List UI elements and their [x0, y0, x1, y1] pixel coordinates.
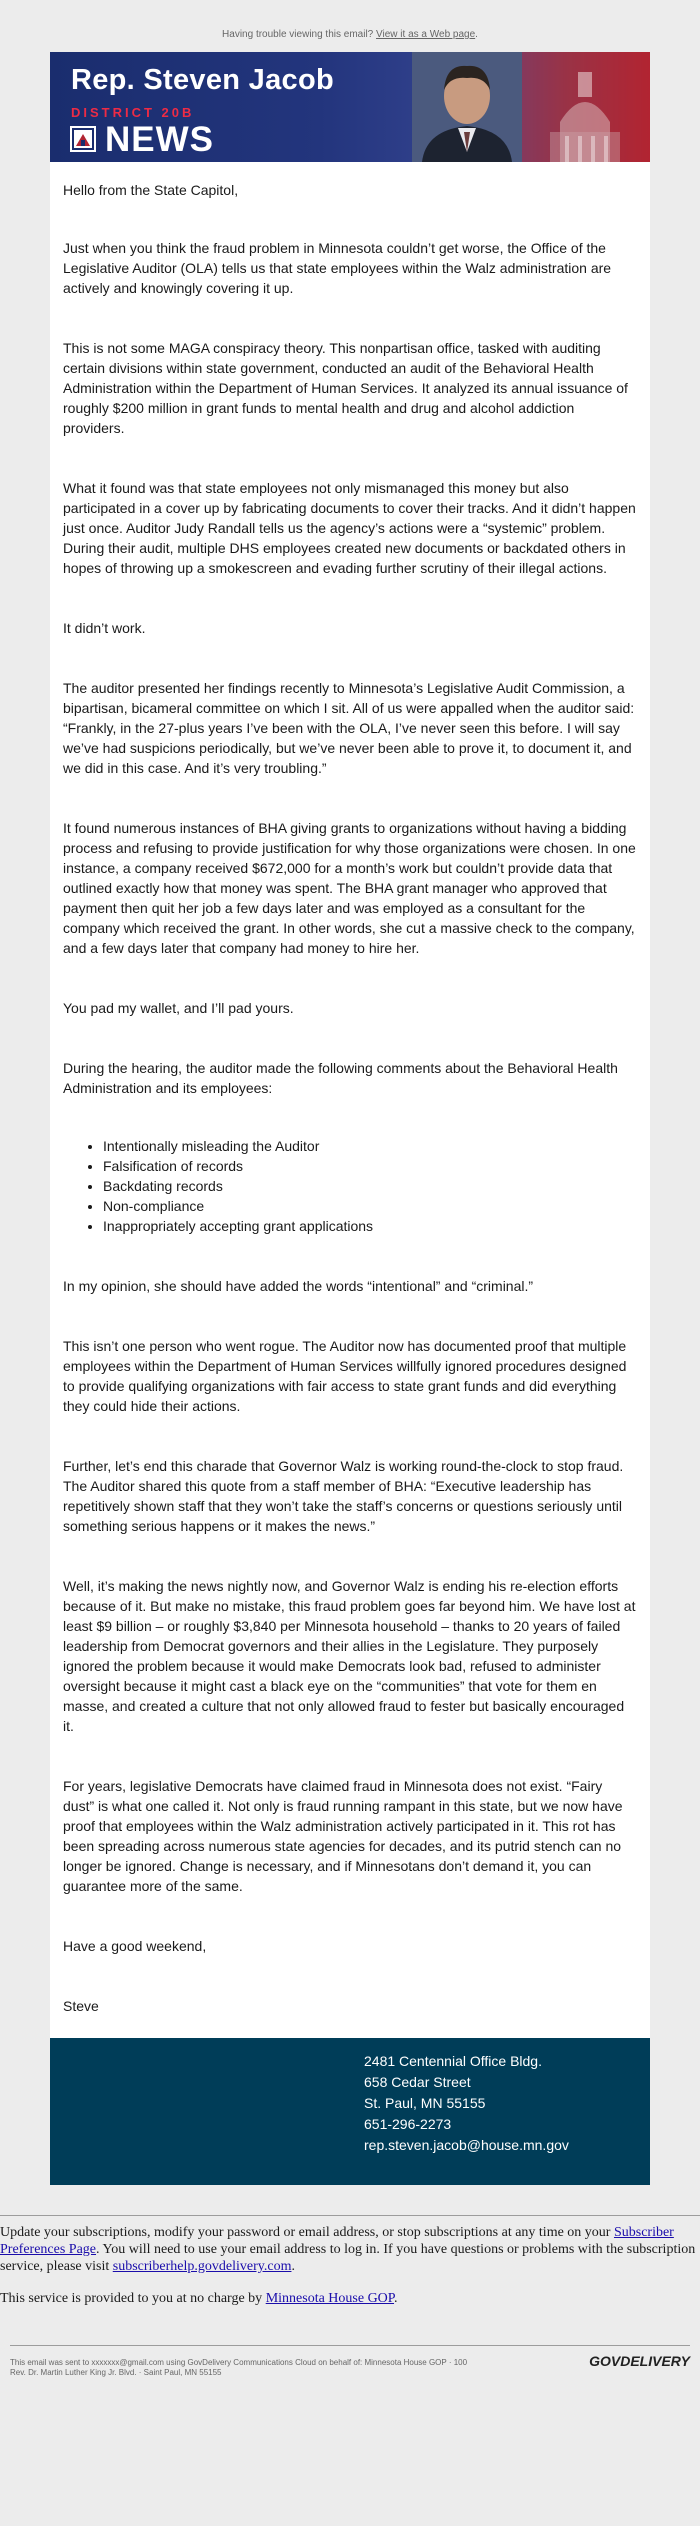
subscriber-preferences-link[interactable]: Subscriber Preferences Page: [0, 2225, 674, 2257]
email-container: [50, 52, 650, 2185]
signature: Steve: [63, 1998, 99, 2014]
header-banner: [50, 52, 650, 162]
sign-off: Have a good weekend,: [63, 1938, 207, 1954]
paragraph: It found numerous instances of BHA giving grants to organizations without having a bidding process and refusing to provide justification for why those organizations were chosen. In one instance, a company received $672,000 for a month’s work but couldn’t provide data that outlined exactly how that money was spent. The BHA grant manager who approved that payment then quit her job a few days later and was employed as a consultant for the company which received the grant. In other words, she cut a massive check to the company, and a few days later that company had money to hire her.: [63, 820, 636, 956]
street-address-line: 658 Cedar Street: [364, 2074, 471, 2090]
minnesota-house-gop-link[interactable]: Minnesota House GOP: [265, 2291, 395, 2306]
list-item: • Falsification of records: [103, 1156, 637, 1176]
subscriber-help-link[interactable]: subscriberhelp.govdelivery.com: [112, 2259, 292, 2274]
provided-text: This service is provided to you at no charge by: [0, 2291, 263, 2306]
paragraph: Further, let’s end this charade that Governor Walz is working round-the-clock to stop fraud. The Auditor shared this quote from a staff member of BHA: “Executive leadership has repetitively shown staff that they won’t take the staff’s concerns or questions seriously until something serious happens or it makes the news.”: [63, 1458, 624, 1534]
newsletter-body: [50, 162, 650, 2038]
paragraph: In my opinion, she should have added the words “intentional” and “criminal.”: [63, 1278, 534, 1294]
subscription-text: .: [291, 2259, 295, 2274]
greeting: Hello from the State Capitol,: [63, 182, 239, 198]
paragraph: This is not some MAGA conspiracy theory. This nonpartisan office, tasked with auditing certain divisions within state government, conducted an audit of the Behavioral Health Administration within the Department of Human Services. It analyzed its annual issuance of roughly $200 million in grant funds to mental health and drug and alcohol addiction providers.: [63, 340, 628, 436]
provided-by-notice: [0, 2290, 700, 2307]
paragraph: For years, legislative Democrats have claimed fraud in Minnesota does not exist. “Fairy dust” is what one called it. Not only is fraud running rampant in this state, but we now have proof that employees within the Walz administration actively participated in it. This rot has been spreading across numerous state agencies for decades, and its putrid stench can no longer be ignored. Change is necessary, and if Minnesotans don’t demand it, you can guarantee more of the same.: [63, 1778, 623, 1894]
paragraph: This isn’t one person who went rogue. The Auditor now has documented proof that multiple employees within the Department of Human Services willfully ignored procedures designed to provide qualifying organizations with fair access to state grant funds and did everything they could hide their actions.: [63, 1338, 627, 1414]
paragraph: What it found was that state employees not only mismanaged this money but also participated in a cover up by fabricating documents to cover their tracks. And it didn’t happen just once. Auditor Judy Randall tells us the agency’s actions were a “systemic” problem. During their audit, multiple DHS employees created new documents or backdated others in hopes of throwing up a smokescreen and evading further scrutiny of their illegal actions.: [63, 480, 636, 576]
representative-photo: [412, 52, 522, 162]
city-state-zip: St. Paul, MN 55155: [364, 2095, 486, 2111]
representative-name: Rep. Steven Jacob: [71, 64, 334, 96]
paragraph: Just when you think the fraud problem in Minnesota couldn’t get worse, the Office of the Legislative Auditor (OLA) tells us that state employees within the Walz administration are actively and knowingly covering it up.: [63, 240, 612, 296]
capitol-dome-image: [520, 52, 650, 162]
auditor-comments-list: [63, 1136, 637, 1236]
sender-address-line: Rev. Dr. Martin Luther King Jr. Blvd. · Saint Paul, MN 55155: [10, 2368, 222, 2377]
subscription-text: Update your subscriptions, modify your password or email address, or stop subscriptions at any time on your: [0, 2225, 611, 2240]
paragraph: You pad my wallet, and I’ll pad yours.: [63, 1000, 294, 1016]
district-label: DISTRICT 20B: [71, 105, 195, 120]
govdelivery-logo: [589, 2353, 690, 2369]
preheader-text: Having trouble viewing this email?: [222, 29, 374, 40]
list-item: • Inappropriately accepting grant applications: [103, 1216, 637, 1236]
paragraph: The auditor presented her findings recently to Minnesota’s Legislative Audit Commission, a bipartisan, bicameral committee on which I sit. All of us were appalled when the auditor said: “Frankly, in the 27-plus years I’ve been with the OLA, I’ve never seen this before. I will say we’ve had suspicions periodically, but we’ve never been able to prove it, to document it, and we did in this case. And it’s very troubling.”: [63, 680, 635, 776]
sent-to-line: This email was sent to xxxxxxx@gmail.com using GovDelivery Communications Cloud on behalf of: Minnesota House GOP · 100: [10, 2358, 468, 2367]
office-address-line: 2481 Centennial Office Bldg.: [364, 2053, 542, 2069]
paragraph: It didn’t work.: [63, 620, 146, 636]
subscription-text: . You will need to use your email address to log in. If you have questions or problems with the subscription service, please visit: [0, 2242, 696, 2274]
list-item: • Intentionally misleading the Auditor: [103, 1136, 637, 1156]
subscription-footer: [0, 2215, 700, 2378]
subscription-notice: [0, 2224, 700, 2275]
provided-text: .: [394, 2291, 398, 2306]
paragraph: During the hearing, the auditor made the following comments about the Behavioral Health Administration and its employees:: [63, 1060, 618, 1096]
news-title: NEWS: [105, 120, 214, 159]
view-web-page-link[interactable]: View it as a Web page: [376, 29, 476, 40]
list-item: • Backdating records: [103, 1176, 637, 1196]
paragraph: Well, it’s making the news nightly now, and Governor Walz is ending his re-election efforts because of it. But make no mistake, this fraud problem goes far beyond him. We have lost at least $9 billion – or roughly $3,840 per Minnesota household – thanks to 20 years of failed leadership from Democrat governors and their allies in the Legislature. They purposely ignored the problem because it would make Democrats look bad, refused to administer oversight because it might cast a black eye on the “communities” that vote for them en masse, and created a culture that not only allowed fraud to fester but basically encouraged it.: [63, 1578, 636, 1734]
email-address: rep.steven.jacob@house.mn.gov: [364, 2137, 569, 2153]
minnesota-house-logo-icon: [70, 126, 96, 152]
fine-print: [10, 2345, 690, 2378]
phone-number: 651-296-2273: [364, 2116, 452, 2132]
preheader: Having trouble viewing this email? View it as a Web page.: [222, 29, 478, 40]
govdelivery-logo-text: GOVDELIVERY: [589, 2353, 690, 2369]
list-item: • Non-compliance: [103, 1196, 637, 1216]
contact-footer: [50, 2038, 650, 2185]
